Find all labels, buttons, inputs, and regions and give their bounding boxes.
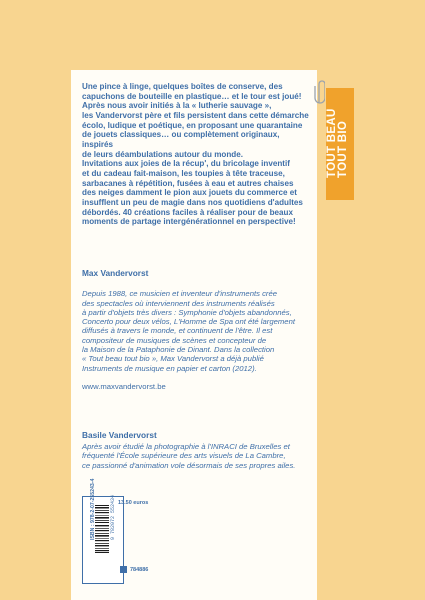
collection-logo-line1: TOUT BEAU [326, 108, 338, 178]
author-bio-basile: Après avoir étudié la photographie à l'INRACI de Bruxelles et fréquenté l'École supérieure des arts visuels de La Cambre, ce passionné d'animation vole désormais de ses propres ailes. [82, 442, 296, 470]
barcode-icon [95, 505, 109, 553]
product-code-value: 784886 [130, 566, 149, 573]
blurb-text: Une pince à linge, quelques boîtes de conserve, des capuchons de bouteille en plastique… et le tour est joué! Après nous avoir initiés à la « lutherie sauvage », les Vandervorst père et fils persistent dans cette démarche écolo, ludique et poétique, en proposant une quarantaine de jouets classiques… ou complètement originaux, inspirés de leurs déambulations autour du monde. Invitations aux joies de la récup', du bricolage inventif et du cadeau fait-maison, les toupies à tête traceuse, sarbacanes à répétition, fusées à eau et autres chaises des neiges damment le pion aux jouets du commerce et insufflent un peu de magie dans nos quotidiens d'adultes débordés. 40 créations faciles à réaliser pour de beaux moments de partage intergénérationnel en perspective! [82, 82, 309, 227]
author-bio-max [82, 280, 314, 392]
author-website[interactable]: www.maxvandervorst.be [82, 382, 166, 392]
paperclip-icon [313, 78, 325, 104]
collection-logo [327, 88, 349, 178]
author-name-max: Max Vandervorst [82, 268, 149, 278]
author-bio-max-text: Depuis 1988, ce musicien et inventeur d'instruments crée des spectacles où interviennent des instruments réalisés à partir d'objets très divers : Symphonie d'objets abandonnés, Concerto pour deux vélos, L'Homme de Spa ont été largement diffusés à travers le monde, et continuent de l'être. Il est compositeur de musiques de scènes et concepteur de la Maison de la Pataphonie de Dinant. Dans la collection « Tout beau tout bio », Max Vandervorst a déjà publié Instruments de musique en papier et carton (2012). [82, 289, 295, 373]
isbn-label: ISBN : 978-2-07-255243-4 [90, 478, 96, 540]
product-code [120, 566, 148, 573]
collection-logo-line2: TOUT BIO [337, 120, 349, 178]
barcode-digits: 9 782072 552434 [110, 494, 116, 540]
price-label: 13.50 euros [118, 500, 149, 506]
publisher-mark-icon [120, 566, 127, 573]
author-name-basile: Basile Vandervorst [82, 430, 157, 440]
